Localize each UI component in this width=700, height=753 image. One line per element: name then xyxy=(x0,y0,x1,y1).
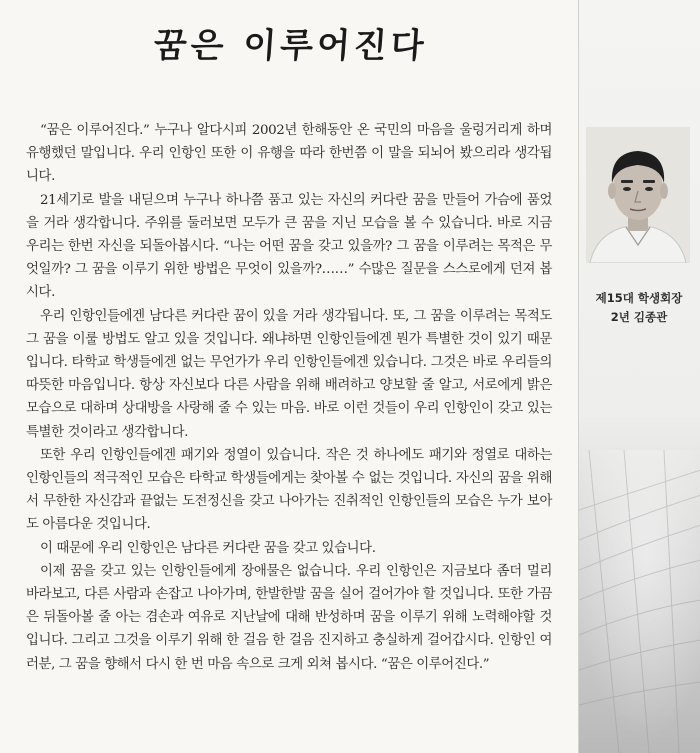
paragraph: 또한 우리 인항인들에겐 패기와 정열이 있습니다. 작은 것 하나에도 패기와 정열로 대하는 인항인들의 적극적인 모습은 타학교 학생들에게는 찾아볼 수 없는 것입니다. 자신의 꿈을 위해서 무한한 자신감과 끝없는 도전정신을 갖고 나아가는 진취적인 인항인들의 모습은 누가 보아도 아름다운 것입니다. xyxy=(26,447,552,533)
paragraph: 이제 꿈을 갖고 있는 인항인들에게 장애물은 없습니다. 우리 인항인은 지금보다 좀더 멀리 바라보고, 다른 사람과 손잡고 나아가며, 한발한발 꿈을 실어 걸어가야 할 것입니다. 또한 가끔은 뒤돌아볼 줄 아는 겸손과 여유로 지난날에 대해 반성하며 꿈을 이루기 위해 노력해야할 것입니다. 그리고 그것을 이루기 위해 한 걸음 한 걸음 진지하고 충실하게 걸어갑시다. 인항인 여러분, 그 꿈을 향해서 다시 한 번 마음 속으로 크게 외쳐 봅시다. “꿈은 이루어진다.” xyxy=(26,563,552,672)
sidebar-panel xyxy=(578,0,700,753)
author-name: 2년 김종관 xyxy=(610,310,668,324)
author-photo xyxy=(586,127,690,263)
portrait-illustration xyxy=(586,127,690,263)
decorative-texture xyxy=(579,450,700,753)
paragraph: “꿈은 이루어진다.” 누구나 알다시피 2002년 한해동안 온 국민의 마음을 울렁거리게 하며 유행했던 말입니다. 우리 인항인 또한 이 유행을 따라 한번쯤 이 말을 되뇌어 봤으리라 생각됩니다. xyxy=(26,123,552,185)
article-title: 꿈은 이루어진다 xyxy=(152,26,430,66)
paragraph: 우리 인항인들에겐 남다른 커다란 꿈이 있을 거라 생각됩니다. 또, 그 꿈을 이루려는 목적도 그 꿈을 이룰 방법도 알고 있을 것입니다. 왜냐하면 인항인들에겐 뭔가 특별한 것이 있기 때문입니다. 타학교 학생들에겐 없는 무언가가 우리 인항인들에겐 있습니다. 그것은 바로 우리들의 따뜻한 마음입니다. 항상 자신보다 다른 사람을 위해 배려하고 양보할 줄 알고, 서로에게 밝은 모습으로 대하며 상대방을 사랑해 줄 수 있는 마음. 바로 이런 것들이 우리 인항인이 갖고 있는 특별한 것이라고 생각합니다. xyxy=(26,308,552,440)
article-body xyxy=(26,119,552,676)
paragraph: 이 때문에 우리 인항인은 남다른 커다란 꿈을 갖고 있습니다. xyxy=(40,540,376,556)
paragraph: 21세기로 발을 내딛으며 누구나 하나쯤 품고 있는 자신의 커다란 꿈을 만들어 가슴에 품었을 거라 생각합니다. 주위를 둘러보면 모두가 큰 꿈을 지닌 모습을 볼 수 있습니다. 바로 지금 우리는 한번 자신을 되돌아봅시다. “나는 어떤 꿈을 갖고 있을까? 그 꿈을 이루려는 목적은 무엇일까? 그 꿈을 이루기 위한 방법은 무엇이 있을까?……” 수많은 질문을 스스로에게 던져 봅시다. xyxy=(26,192,552,301)
author-caption xyxy=(578,289,700,327)
author-position: 제15대 학생회장 xyxy=(595,291,683,305)
